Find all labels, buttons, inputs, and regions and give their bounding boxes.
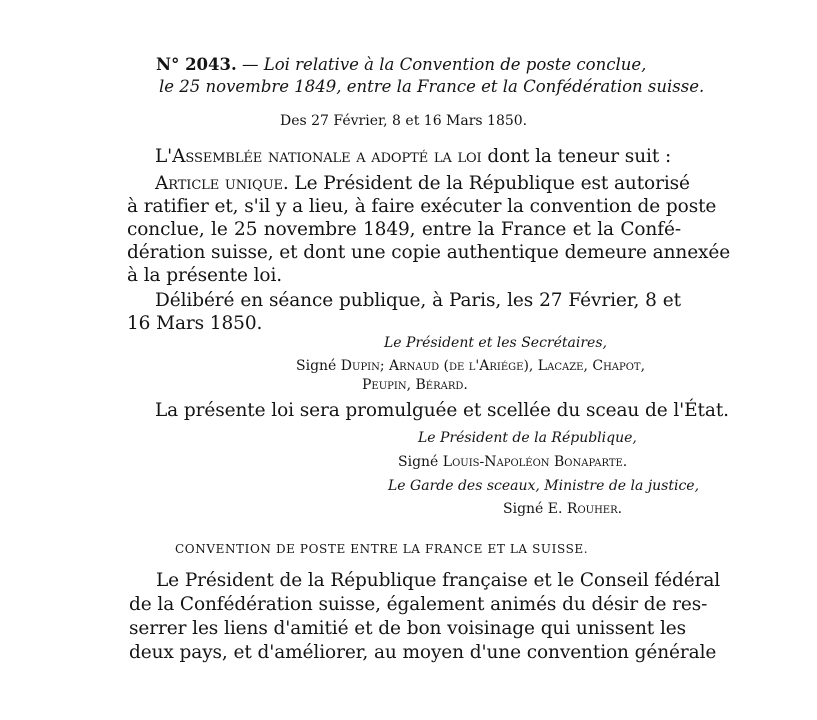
title-dash: — [242, 55, 259, 74]
justice-heading: Le Garde des sceaux, Ministre de la justice, [388, 478, 700, 494]
justice-signature [503, 502, 622, 516]
convention-line-3: serrer les liens d'amitié et de bon voisinage qui unissent les [129, 618, 686, 639]
deliberation-line-2: 16 Mars 1850. [127, 313, 263, 334]
article-line-3: conclue, le 25 novembre 1849, entre la France et la Confé- [127, 219, 681, 240]
convention-line-2: de la Confédération suisse, également animés du désir de res- [129, 594, 708, 615]
article-line-1 [155, 173, 690, 194]
president-name: Louis-Napoléon Bonaparte. [442, 454, 628, 470]
justice-name: E. Rouher. [547, 501, 623, 517]
secretaries-heading: Le Président et les Secrétaires, [384, 335, 607, 351]
law-dates: Des 27 Février, 8 et 16 Mars 1850. [280, 113, 528, 129]
president-signature [398, 455, 627, 469]
secretaries-names-1: Dupin; Arnaud (de l'Ariége), Lacaze, Chapot, [340, 358, 646, 374]
law-title-text-1: Loi relative à la Convention de poste conclue, [263, 55, 647, 74]
article-label: Article unique. [155, 173, 289, 194]
secretaries-names-2: Peupin, Bérard. [362, 377, 468, 393]
assembly-prefix: L'Assemblée nationale a adopté la loi [155, 146, 482, 167]
article-line-2: à ratifier et, s'il y a lieu, à faire exécuter la convention de poste [127, 196, 717, 217]
convention-line-1: Le Président de la République française et le Conseil fédéral [156, 570, 721, 591]
convention-heading: CONVENTION DE POSTE ENTRE LA FRANCE ET LA SUISSE. [175, 542, 589, 556]
secretaries-signatures-1 [296, 359, 645, 373]
deliberation-line-1: Délibéré en séance publique, à Paris, les 27 Février, 8 et [155, 290, 681, 311]
law-title-line-2: le 25 novembre 1849, entre la France et la Confédération suisse. [159, 77, 705, 96]
president-heading: Le Président de la République, [418, 430, 637, 446]
article-line-4: dération suisse, et dont une copie authentique demeure annexée [127, 242, 731, 263]
justice-signe-label: Signé [503, 501, 544, 517]
assembly-suffix: dont la teneur suit : [487, 146, 672, 167]
signe-label: Signé [296, 358, 337, 374]
assembly-line [155, 148, 671, 167]
article-line-1-text: Le Président de la République est autorisé [294, 173, 690, 194]
article-line-5: à la présente loi. [127, 265, 283, 286]
law-number: N° 2043. [156, 55, 237, 74]
law-title-line-1 [156, 57, 646, 74]
president-signe-label: Signé [398, 454, 439, 470]
convention-line-4: deux pays, et d'améliorer, au moyen d'une convention générale [129, 642, 717, 663]
promulgation-line: La présente loi sera promulguée et scellée du sceau de l'État. [155, 400, 729, 421]
